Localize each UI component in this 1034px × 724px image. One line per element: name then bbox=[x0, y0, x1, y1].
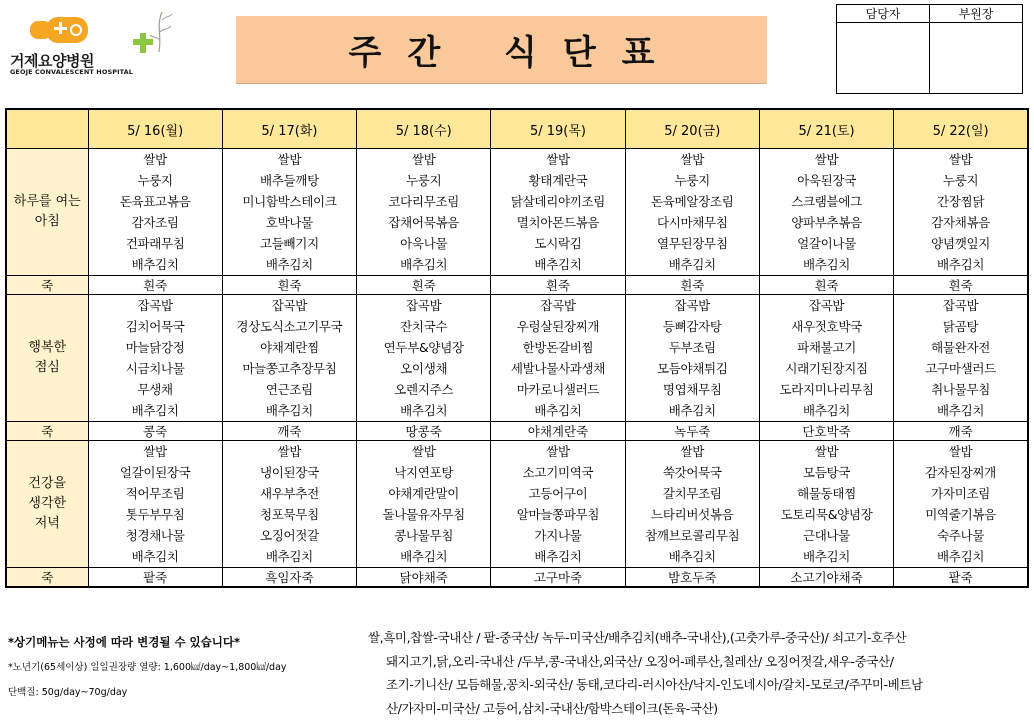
menu-item: 야채계란말이 bbox=[388, 486, 460, 501]
page-title-banner bbox=[236, 16, 767, 84]
menu-item: 연근조림 bbox=[265, 382, 313, 397]
menu-item: 배추김치 bbox=[802, 549, 851, 564]
menu-item: 해물완자전 bbox=[931, 340, 991, 355]
menu-item: 청포묵무침 bbox=[259, 507, 319, 522]
menu-item: 알마늘쫑파무침 bbox=[516, 507, 600, 522]
menu-item: 닭살데리야끼조림 bbox=[510, 194, 606, 209]
menu-item: 코다리무조림 bbox=[388, 194, 460, 209]
menu-item: 감자채볶음 bbox=[931, 215, 991, 230]
approval-box bbox=[836, 4, 1023, 94]
date-header: 5/ 21(토) bbox=[759, 109, 893, 149]
menu-cell bbox=[357, 295, 491, 422]
energy-recommendation: *노년기(65세이상) 일일권장량 열량: 1,600㎉/day~1,800㎉/day bbox=[8, 662, 287, 673]
menu-item: 쌀밥 bbox=[143, 152, 167, 167]
porridge-cell: 깨죽 bbox=[894, 422, 1028, 441]
origin-line: 산/가자미-미국산/ 고등어,삼치-국내산/함박스테이크(돈육-국산) bbox=[386, 700, 718, 716]
date-header: 5/ 20(금) bbox=[625, 109, 759, 149]
menu-item: 고등어구이 bbox=[528, 486, 588, 501]
menu-item: 마늘쫑고추장무침 bbox=[242, 361, 337, 376]
meal-label-line: 하루를 여는 bbox=[13, 194, 81, 209]
menu-item: 누룽지 bbox=[406, 173, 442, 188]
menu-cell bbox=[759, 295, 893, 422]
menu-item: 마카로니샐러드 bbox=[516, 382, 600, 397]
menu-item: 미니함박스테이크 bbox=[242, 194, 337, 209]
menu-item: 톳두부무침 bbox=[125, 507, 185, 522]
menu-item: 무생채 bbox=[137, 382, 173, 397]
porridge-cell: 흰죽 bbox=[894, 276, 1028, 295]
menu-item: 쌀밥 bbox=[814, 444, 839, 459]
menu-item: 호박나물 bbox=[265, 215, 313, 230]
menu-item: 양념깻잎지 bbox=[931, 236, 991, 251]
menu-item: 쌀밥 bbox=[680, 444, 705, 459]
menu-item: 연두부&양념장 bbox=[383, 340, 464, 355]
date-header: 5/ 16(월) bbox=[88, 109, 222, 149]
meal-label-line: 저녁 bbox=[34, 516, 60, 531]
menu-item: 배추김치 bbox=[131, 549, 179, 564]
porridge-cell: 땅콩죽 bbox=[357, 422, 491, 441]
date-header: 5/ 22(일) bbox=[894, 109, 1028, 149]
menu-item: 쌀밥 bbox=[948, 444, 973, 459]
menu-item: 배추김치 bbox=[802, 257, 851, 272]
menu-item: 쑥갓어묵국 bbox=[662, 465, 722, 480]
menu-item: 야채계란찜 bbox=[259, 340, 319, 355]
menu-item: 배추김치 bbox=[668, 549, 716, 564]
menu-item: 쌀밥 bbox=[814, 152, 839, 167]
hospital-logo bbox=[6, 8, 196, 80]
porridge-cell: 깨죽 bbox=[222, 422, 356, 441]
weekly-menu-table bbox=[5, 108, 1029, 588]
menu-item: 고들빼기지 bbox=[259, 236, 319, 251]
menu-item: 갈치무조림 bbox=[662, 486, 722, 501]
menu-item: 콩나물무침 bbox=[394, 528, 454, 543]
menu-item: 돈육메알장조림 bbox=[651, 194, 734, 209]
menu-item: 새우젓호박국 bbox=[791, 319, 862, 334]
menu-item: 황태계란국 bbox=[528, 173, 588, 188]
porridge-cell: 흰죽 bbox=[625, 276, 759, 295]
menu-item: 배추김치 bbox=[802, 403, 851, 418]
menu-item: 배추김치 bbox=[937, 257, 985, 272]
menu-cell bbox=[491, 295, 625, 422]
menu-item: 가자미조림 bbox=[931, 486, 991, 501]
menu-item: 멸치아몬드볶음 bbox=[516, 215, 600, 230]
menu-cell bbox=[88, 441, 222, 568]
porridge-cell: 흰죽 bbox=[759, 276, 893, 295]
menu-item: 잡곡밥 bbox=[540, 298, 576, 313]
origin-line: 돼지고기,닭,오리-국내산 /두부,콩-국내산,외국산/ 오징어-페루산,칠레산/ 오징어젓갈,새우-중국산/ bbox=[386, 653, 894, 669]
menu-item: 도라지미나리무침 bbox=[779, 382, 874, 397]
porridge-cell: 흰죽 bbox=[88, 276, 222, 295]
porridge-label: 죽 bbox=[6, 568, 88, 588]
menu-item: 배추김치 bbox=[534, 257, 582, 272]
menu-item: 누룽지 bbox=[137, 173, 173, 188]
menu-item: 미역줄기볶음 bbox=[925, 507, 996, 522]
origin-line: 조기-기니산/ 모듬해물,꽁치-외국산/ 동태,코다리-러시아산/낙지-인도네시아/갈치-모로코/주꾸미-베트남 bbox=[386, 677, 923, 692]
meal-label-line: 점심 bbox=[34, 360, 60, 375]
dinner-row bbox=[6, 441, 1028, 568]
menu-item: 잡곡밥 bbox=[942, 298, 979, 313]
menu-cell bbox=[759, 441, 893, 568]
porridge-cell: 녹두죽 bbox=[625, 422, 759, 441]
menu-item: 시금치나물 bbox=[125, 361, 185, 376]
menu-cell bbox=[894, 149, 1028, 276]
menu-item: 김치어묵국 bbox=[125, 319, 185, 334]
menu-item: 잔치국수 bbox=[400, 319, 448, 334]
menu-item: 쌀밥 bbox=[277, 152, 302, 167]
menu-item: 배추김치 bbox=[668, 403, 716, 418]
menu-item: 배추김치 bbox=[131, 403, 179, 418]
breakfast-porridge-row bbox=[6, 276, 1028, 295]
menu-item: 돈육표고볶음 bbox=[119, 194, 191, 209]
porridge-label: 죽 bbox=[6, 276, 88, 295]
date-header: 5/ 17(화) bbox=[222, 109, 356, 149]
menu-item: 우렁살된장찌개 bbox=[516, 319, 600, 334]
menu-item: 배추김치 bbox=[265, 257, 313, 272]
menu-cell bbox=[625, 149, 759, 276]
menu-item: 새우부추전 bbox=[259, 486, 319, 501]
menu-item: 모듬야채튀김 bbox=[656, 361, 728, 376]
meal-label-line: 아침 bbox=[34, 214, 60, 229]
menu-item: 배추김치 bbox=[400, 403, 448, 418]
menu-item: 도시락김 bbox=[534, 236, 582, 251]
menu-item: 배추김치 bbox=[400, 257, 448, 272]
menu-change-notice: *상기메뉴는 사정에 따라 변경될 수 있습니다* bbox=[8, 635, 241, 649]
menu-item: 배추김치 bbox=[534, 549, 582, 564]
menu-item: 오징어젓갈 bbox=[259, 528, 319, 543]
menu-item: 고구마샐러드 bbox=[925, 361, 996, 376]
menu-item: 잡곡밥 bbox=[137, 298, 173, 313]
menu-item: 잡곡밥 bbox=[406, 298, 442, 313]
menu-item: 배추김치 bbox=[400, 549, 448, 564]
menu-item: 청경채나물 bbox=[125, 528, 185, 543]
menu-cell bbox=[88, 149, 222, 276]
menu-item: 적어무조림 bbox=[125, 486, 185, 501]
porridge-cell: 흑임자죽 bbox=[222, 568, 356, 588]
menu-item: 참깨브로콜리무침 bbox=[645, 528, 740, 543]
menu-cell bbox=[894, 441, 1028, 568]
corner-cell bbox=[6, 109, 88, 149]
menu-cell bbox=[491, 149, 625, 276]
menu-item: 한방돈갈비찜 bbox=[522, 340, 594, 355]
porridge-cell: 콩죽 bbox=[88, 422, 222, 441]
menu-item: 스크램블에그 bbox=[791, 194, 862, 209]
date-header: 5/ 19(목) bbox=[491, 109, 625, 149]
approval-staff-sign-cell bbox=[837, 23, 930, 94]
menu-item: 감자조림 bbox=[131, 215, 179, 230]
approval-vice-director-label: 부원장 bbox=[930, 5, 1023, 23]
menu-item: 쌀밥 bbox=[277, 444, 302, 459]
menu-item: 명엽채무침 bbox=[662, 382, 722, 397]
menu-item: 취나물무침 bbox=[931, 382, 991, 397]
menu-item: 낙지연포탕 bbox=[394, 465, 454, 480]
menu-item: 얼갈이나물 bbox=[797, 236, 856, 251]
menu-cell bbox=[357, 149, 491, 276]
menu-item: 양파부추볶음 bbox=[791, 215, 862, 230]
porridge-cell: 고구마죽 bbox=[491, 568, 625, 588]
menu-item: 쌀밥 bbox=[411, 444, 436, 459]
menu-cell bbox=[222, 441, 356, 568]
menu-cell bbox=[222, 295, 356, 422]
menu-item: 모듬탕국 bbox=[802, 465, 851, 480]
menu-item: 오이생채 bbox=[400, 361, 448, 376]
menu-cell bbox=[894, 295, 1028, 422]
menu-item: 파채불고기 bbox=[797, 340, 856, 355]
menu-item: 잡곡밥 bbox=[674, 298, 710, 313]
porridge-cell: 야채계란죽 bbox=[491, 422, 625, 441]
menu-item: 세발나물사과생채 bbox=[510, 361, 606, 376]
hospital-name: 거제요양병원 bbox=[10, 52, 94, 70]
menu-item: 다시마채무침 bbox=[656, 215, 728, 230]
menu-item: 배추김치 bbox=[937, 549, 985, 564]
menu-item: 건파래무침 bbox=[125, 236, 185, 251]
menu-item: 등뼈감자탕 bbox=[662, 319, 722, 334]
porridge-cell: 팥죽 bbox=[894, 568, 1028, 588]
lunch-row bbox=[6, 295, 1028, 422]
menu-item: 누룽지 bbox=[674, 173, 710, 188]
porridge-cell: 흰죽 bbox=[357, 276, 491, 295]
menu-item: 쌀밥 bbox=[143, 444, 167, 459]
hospital-english-name: GEOJE CONVALESCENT HOSPITAL bbox=[10, 68, 134, 76]
menu-item: 아욱나물 bbox=[400, 236, 448, 251]
menu-item: 배추김치 bbox=[937, 403, 985, 418]
porridge-cell: 닭야채죽 bbox=[357, 568, 491, 588]
menu-item: 잡채어묵볶음 bbox=[388, 215, 460, 230]
menu-item: 쌀밥 bbox=[546, 444, 570, 459]
menu-item: 잡곡밥 bbox=[271, 298, 308, 313]
notes-section bbox=[8, 634, 348, 709]
meal-label-line: 행복한 bbox=[28, 340, 67, 355]
hospital-logo-icon bbox=[6, 8, 196, 53]
porridge-cell: 팥죽 bbox=[88, 568, 222, 588]
menu-item: 근대나물 bbox=[802, 528, 851, 543]
menu-item: 숙주나물 bbox=[937, 528, 985, 543]
origin-line: 쌀,흑미,찹쌀-국내산 / 팥-중국산/ 녹두-미국산/배추김치(배추-국내산),(고춧가루-중국산)/ 쇠고기-호주산 bbox=[368, 630, 907, 645]
menu-item: 배추김치 bbox=[131, 257, 179, 272]
menu-item: 소고기미역국 bbox=[522, 465, 594, 480]
menu-item: 오렌지주스 bbox=[394, 382, 454, 397]
menu-item: 해물동태찜 bbox=[797, 486, 856, 501]
lunch-porridge-row bbox=[6, 422, 1028, 441]
porridge-cell: 흰죽 bbox=[222, 276, 356, 295]
menu-item: 배추김치 bbox=[534, 403, 582, 418]
menu-item: 닭곰탕 bbox=[942, 319, 979, 334]
date-header-row bbox=[6, 109, 1028, 149]
menu-item: 냉이된장국 bbox=[259, 465, 319, 480]
menu-item: 돌나물유자무침 bbox=[382, 507, 465, 522]
menu-cell bbox=[491, 441, 625, 568]
menu-item: 도토리묵&양념장 bbox=[780, 507, 873, 522]
dinner-porridge-row bbox=[6, 568, 1028, 588]
porridge-cell: 밤호두죽 bbox=[625, 568, 759, 588]
porridge-label: 죽 bbox=[6, 422, 88, 441]
menu-item: 배추김치 bbox=[265, 549, 313, 564]
menu-item: 쌀밥 bbox=[680, 152, 705, 167]
menu-item: 두부조림 bbox=[668, 340, 716, 355]
porridge-cell: 흰죽 bbox=[491, 276, 625, 295]
menu-item: 간장찜닭 bbox=[937, 194, 985, 209]
lunch-label bbox=[6, 295, 88, 422]
menu-item: 감자된장찌개 bbox=[925, 465, 996, 480]
approval-staff-label: 담당자 bbox=[837, 5, 930, 23]
menu-item: 배추김치 bbox=[265, 403, 313, 418]
menu-cell bbox=[222, 149, 356, 276]
menu-cell bbox=[625, 295, 759, 422]
menu-item: 가지나물 bbox=[534, 528, 582, 543]
menu-item: 시래기된장지짐 bbox=[785, 361, 868, 376]
menu-item: 쌀밥 bbox=[546, 152, 570, 167]
menu-item: 경상도식소고기무국 bbox=[236, 319, 343, 334]
menu-item: 쌀밥 bbox=[948, 152, 973, 167]
menu-item: 잡곡밥 bbox=[808, 298, 845, 313]
menu-cell bbox=[625, 441, 759, 568]
dinner-label bbox=[6, 441, 88, 568]
menu-item: 얼갈이된장국 bbox=[119, 465, 191, 480]
meal-label-line: 건강을 bbox=[28, 476, 67, 491]
breakfast-label bbox=[6, 149, 88, 276]
porridge-cell: 소고기야채죽 bbox=[759, 568, 893, 588]
menu-item: 배추들깨탕 bbox=[259, 173, 319, 188]
menu-cell bbox=[88, 295, 222, 422]
origin-info bbox=[368, 626, 1028, 720]
date-header: 5/ 18(수) bbox=[357, 109, 491, 149]
porridge-cell: 단호박죽 bbox=[759, 422, 893, 441]
meal-label-line: 생각한 bbox=[28, 496, 67, 511]
menu-item: 아욱된장국 bbox=[797, 173, 856, 188]
protein-recommendation: 단백질: 50g/day~70g/day bbox=[8, 687, 128, 698]
menu-cell bbox=[759, 149, 893, 276]
breakfast-row bbox=[6, 149, 1028, 276]
menu-item: 열무된장무침 bbox=[656, 236, 728, 251]
page-title: 주간 식단표 bbox=[348, 33, 681, 73]
menu-cell bbox=[357, 441, 491, 568]
menu-item: 누룽지 bbox=[942, 173, 979, 188]
approval-vice-director-sign-cell bbox=[930, 23, 1023, 94]
menu-item: 느타리버섯볶음 bbox=[651, 507, 734, 522]
menu-item: 배추김치 bbox=[668, 257, 716, 272]
menu-item: 쌀밥 bbox=[411, 152, 436, 167]
menu-item: 마늘닭강정 bbox=[125, 340, 185, 355]
